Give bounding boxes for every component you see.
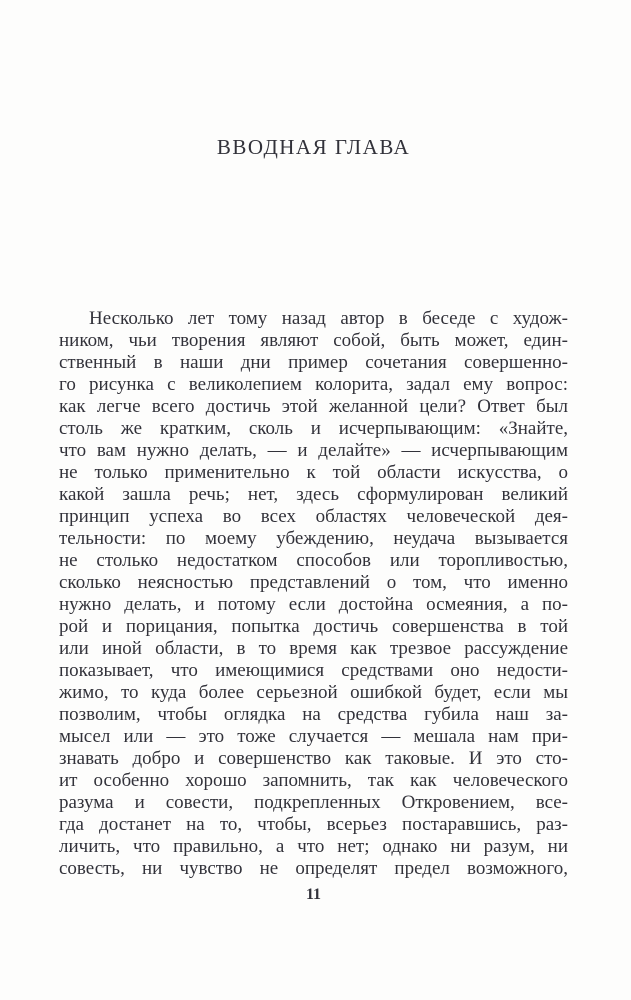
text-line: или иной области, в то время как трезвое рассуждение (59, 638, 568, 659)
text-line: личить, что правильно, а что нет; однако ни разум, ни (59, 836, 568, 857)
text-line: ником, чьи творения являют собой, быть может, един- (59, 330, 568, 351)
text-line: сколько неясностью представлений о том, что именно (59, 572, 568, 593)
text-line: какой зашла речь; нет, здесь сформулирован великий (59, 484, 568, 505)
text-line: что вам нужно делать, — и делайте» — исчерпывающим (59, 440, 568, 461)
text-line: разума и совести, подкрепленных Откровением, все- (59, 792, 568, 813)
text-line: гда достанет на то, чтобы, всерьез постаравшись, раз- (59, 814, 568, 835)
text-line: позволим, чтобы оглядка на средства губила наш за- (59, 704, 568, 725)
text-line: не столько недостатком способов или торопливостью, (59, 550, 568, 571)
text-line: столь же кратким, сколь и исчерпывающим: «Знайте, (59, 418, 568, 439)
text-line: знавать добро и совершенство как таковые. И это сто- (59, 748, 568, 769)
text-line: показывает, что имеющимися средствами оно недости- (59, 660, 568, 681)
body-text (59, 308, 568, 880)
text-line: тельности: по моему убеждению, неудача вызывается (59, 528, 568, 549)
text-line: Несколько лет тому назад автор в беседе с худож- (89, 308, 568, 329)
text-line: рой и порицания, попытка достичь совершенства в той (59, 616, 568, 637)
text-line: принцип успеха во всех областях человеческой дея- (59, 506, 568, 527)
text-line: го рисунка с великолепием колорита, задал ему вопрос: (59, 374, 568, 395)
text-line: мысел или — это тоже случается — мешала нам при- (59, 726, 568, 747)
text-line: ит особенно хорошо запомнить, так как человеческого (59, 770, 568, 791)
text-line: не только применительно к той области искусства, о (59, 462, 568, 483)
text-line: как легче всего достичь этой желанной цели? Ответ был (59, 396, 568, 417)
text-line: совесть, ни чувство не определят предел возможного, (59, 858, 568, 879)
text-line: жимо, то куда более серьезной ошибкой будет, если мы (59, 682, 568, 703)
text-line: нужно делать, и потому если достойна осмеяния, а по- (59, 594, 568, 615)
chapter-heading: ВВОДНАЯ ГЛАВА (216, 135, 411, 159)
page-number: 11 (305, 886, 322, 903)
text-line: ственный в наши дни пример сочетания совершенно- (59, 352, 568, 373)
